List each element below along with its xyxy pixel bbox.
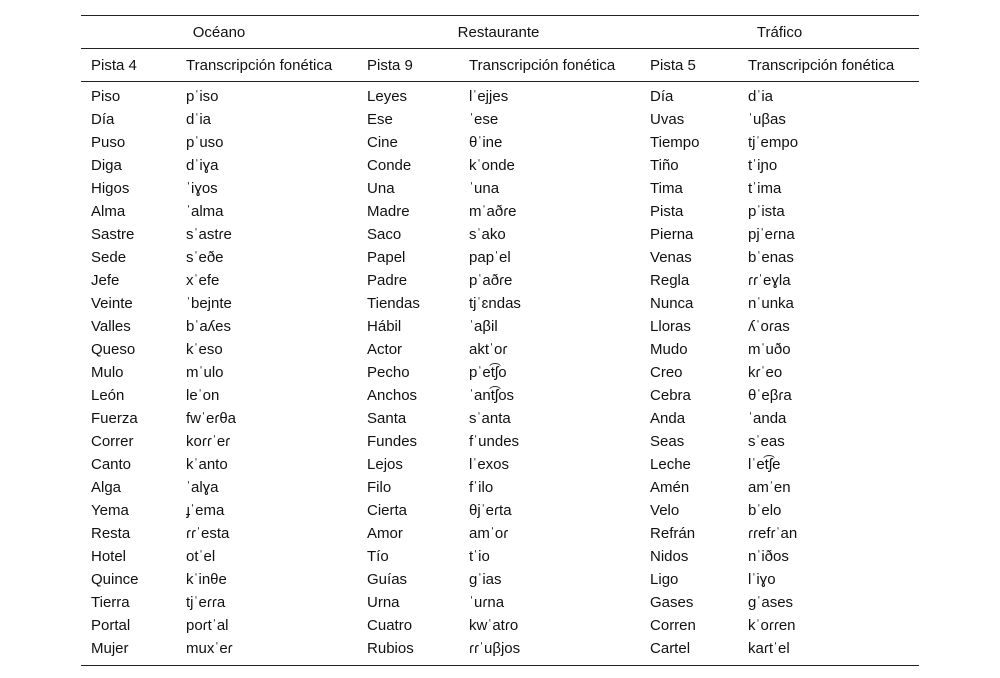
table-row [81, 223, 919, 246]
word-restaurante-cell: Anchos [367, 387, 418, 404]
word-trafico-cell: Ligo [650, 571, 679, 588]
transcription-restaurante-cell: ɡˈias [469, 571, 502, 588]
word-restaurante-cell: Cierta [367, 502, 408, 519]
word-oceano-cell: Higos [91, 180, 130, 197]
column-header-transcription-2: Transcripción fonética [459, 49, 640, 82]
transcription-restaurante-cell: lˈejjes [469, 88, 509, 105]
word-restaurante-cell: Una [367, 180, 395, 197]
word-trafico-cell: Tima [650, 180, 683, 197]
word-trafico-cell: Regla [650, 272, 690, 289]
transcription-trafico-cell: θˈeβɾa [748, 387, 792, 404]
transcription-restaurante-cell: ɾɾˈuβjos [459, 637, 640, 666]
word-restaurante-cell: Guías [367, 571, 408, 588]
transcription-trafico-cell: sˈeas [748, 433, 785, 450]
word-oceano-cell: Resta [91, 525, 131, 542]
transcription-restaurante-cell: ˈaβil [469, 318, 498, 335]
transcription-trafico-cell: dˈia [748, 88, 774, 105]
transcription-oceano-cell: kˈinθe [186, 571, 227, 588]
table-row [81, 407, 919, 430]
word-restaurante-cell: Santa [367, 410, 407, 427]
table-row [81, 614, 919, 637]
word-oceano-cell: Correr [91, 433, 134, 450]
transcription-restaurante-cell: papˈel [469, 249, 511, 266]
transcription-restaurante-cell: tˈio [469, 548, 490, 565]
transcription-oceano-cell: xˈefe [186, 272, 220, 289]
transcription-trafico-cell: ɾɾefɾˈan [748, 525, 798, 542]
transcription-restaurante-cell: pˈaðɾe [469, 272, 513, 289]
transcription-oceano-cell: ɟˈema [186, 502, 225, 519]
word-trafico-cell: Mudo [650, 341, 688, 358]
word-oceano-cell: Fuerza [91, 410, 138, 427]
transcription-trafico-cell: kˈoɾɾen [748, 617, 796, 634]
word-trafico-cell: Creo [650, 364, 683, 381]
word-oceano-cell: Sede [91, 249, 127, 266]
word-restaurante-cell: Papel [367, 249, 406, 266]
transcription-restaurante-cell: sˈanta [469, 410, 511, 427]
transcription-restaurante-cell: kwˈatɾo [469, 617, 519, 634]
transcription-oceano-cell: poɾtˈal [186, 617, 229, 634]
word-restaurante-cell: Padre [367, 272, 408, 289]
word-oceano-cell: Yema [91, 502, 129, 519]
transcription-oceano-cell: fwˈeɾθa [186, 410, 237, 427]
transcription-restaurante-cell: fˈilo [469, 479, 494, 496]
transcription-oceano-cell: ɾɾˈesta [186, 525, 230, 542]
table-row [81, 476, 919, 499]
phonetic-table-container [81, 15, 919, 666]
transcription-oceano-cell: ˈiɣos [186, 180, 218, 197]
transcription-restaurante-cell: θjˈeɾta [469, 502, 512, 519]
transcription-oceano-cell: dˈiɣa [186, 157, 219, 174]
group-header-row [81, 16, 919, 49]
table-row [81, 338, 919, 361]
word-trafico-cell: Gases [650, 594, 694, 611]
word-oceano-cell: Mujer [81, 637, 176, 666]
word-oceano-cell: Jefe [91, 272, 120, 289]
group-header-restaurante: Restaurante [357, 16, 640, 49]
word-restaurante-cell: Conde [367, 157, 412, 174]
word-restaurante-cell: Cine [367, 134, 398, 151]
table-row [81, 568, 919, 591]
transcription-restaurante-cell: ˈuɾna [469, 594, 505, 611]
transcription-restaurante-cell: lˈexos [469, 456, 510, 473]
word-trafico-cell: Amén [650, 479, 690, 496]
transcription-trafico-cell: nˈunka [748, 295, 794, 312]
word-oceano-cell: Sastre [91, 226, 135, 243]
transcription-trafico-cell: amˈen [748, 479, 791, 496]
word-trafico-cell: Cebra [650, 387, 691, 404]
word-trafico-cell: Leche [650, 456, 691, 473]
transcription-trafico-cell: tˈima [748, 180, 782, 197]
column-header-pista-9: Pista 9 [357, 49, 459, 82]
table-row [81, 453, 919, 476]
word-oceano-cell: Veinte [91, 295, 133, 312]
transcription-restaurante-cell: mˈaðɾe [469, 203, 517, 220]
column-header-row [81, 49, 919, 82]
word-restaurante-cell: Amor [367, 525, 403, 542]
word-restaurante-cell: Pecho [367, 364, 410, 381]
transcription-trafico-cell: bˈelo [748, 502, 782, 519]
transcription-trafico-cell: kɾˈeo [748, 364, 783, 381]
table-row [81, 384, 919, 407]
word-oceano-cell: Tierra [91, 594, 130, 611]
transcription-restaurante-cell: θˈine [469, 134, 503, 151]
word-trafico-cell: Lloras [650, 318, 691, 335]
transcription-restaurante-cell: aktˈoɾ [469, 341, 508, 358]
table-row [81, 108, 919, 131]
word-oceano-cell: Alga [91, 479, 122, 496]
table-row [81, 82, 919, 109]
table-row [81, 269, 919, 292]
phonetic-transcription-table [81, 15, 919, 666]
word-restaurante-cell: Cuatro [367, 617, 413, 634]
transcription-oceano-cell: dˈia [186, 111, 212, 128]
table-row [81, 522, 919, 545]
table-row [81, 315, 919, 338]
transcription-trafico-cell: bˈenas [748, 249, 794, 266]
transcription-trafico-cell: lˈiɣo [748, 571, 776, 588]
word-oceano-cell: Día [91, 111, 115, 128]
word-oceano-cell: Valles [91, 318, 131, 335]
word-oceano-cell: Hotel [91, 548, 127, 565]
word-restaurante-cell: Filo [367, 479, 392, 496]
word-restaurante-cell: Saco [367, 226, 402, 243]
word-restaurante-cell: Madre [367, 203, 410, 220]
word-trafico-cell: Pierna [650, 226, 694, 243]
transcription-oceano-cell: otˈel [186, 548, 216, 565]
table-row [81, 246, 919, 269]
table-row [81, 499, 919, 522]
transcription-restaurante-cell: amˈoɾ [469, 525, 509, 542]
table-row [81, 177, 919, 200]
word-trafico-cell: Día [650, 88, 674, 105]
transcription-oceano-cell: sˈastɾe [186, 226, 232, 243]
group-header-trafico: Tráfico [640, 16, 919, 49]
word-trafico-cell: Tiño [650, 157, 679, 174]
word-restaurante-cell: Hábil [367, 318, 402, 335]
word-oceano-cell: Diga [91, 157, 122, 174]
word-trafico-cell: Refrán [650, 525, 696, 542]
word-oceano-cell: Canto [91, 456, 132, 473]
transcription-trafico-cell: tˈiɲo [748, 157, 778, 174]
column-header-pista-4: Pista 4 [81, 49, 176, 82]
transcription-oceano-cell: ˈbejnte [186, 295, 232, 312]
table-row [81, 200, 919, 223]
word-oceano-cell: Puso [91, 134, 126, 151]
word-trafico-cell: Anda [650, 410, 686, 427]
transcription-oceano-cell: muxˈeɾ [176, 637, 357, 666]
transcription-trafico-cell: ɾɾˈeɣla [748, 272, 791, 289]
transcription-oceano-cell: leˈon [186, 387, 220, 404]
transcription-oceano-cell: bˈaʎes [186, 318, 232, 335]
word-trafico-cell: Tiempo [650, 134, 700, 151]
transcription-restaurante-cell: fˈundes [469, 433, 520, 450]
transcription-trafico-cell: ɡˈases [748, 594, 794, 611]
transcription-oceano-cell: pˈiso [186, 88, 219, 105]
transcription-restaurante-cell: ˈuna [469, 180, 500, 197]
table-row [81, 591, 919, 614]
column-header-pista-5: Pista 5 [640, 49, 738, 82]
transcription-trafico-cell: pˈista [748, 203, 785, 220]
table-row [81, 637, 919, 666]
word-restaurante-cell: Fundes [367, 433, 418, 450]
transcription-trafico-cell: lˈet͡ʃe [748, 456, 781, 473]
table-row [81, 292, 919, 315]
word-restaurante-cell: Tío [367, 548, 389, 565]
word-restaurante-cell: Rubios [357, 637, 459, 666]
table-row [81, 154, 919, 177]
word-trafico-cell: Corren [650, 617, 696, 634]
table-row [81, 131, 919, 154]
word-trafico-cell: Pista [650, 203, 684, 220]
transcription-restaurante-cell: kˈonde [469, 157, 515, 174]
word-trafico-cell: Velo [650, 502, 680, 519]
word-oceano-cell: Quince [91, 571, 139, 588]
transcription-oceano-cell: ˈalɣa [186, 479, 219, 496]
transcription-trafico-cell: ˈanda [748, 410, 787, 427]
transcription-restaurante-cell: tjˈɛndas [469, 295, 521, 312]
word-trafico-cell: Seas [650, 433, 685, 450]
transcription-oceano-cell: ˈalma [186, 203, 224, 220]
word-restaurante-cell: Actor [367, 341, 403, 358]
transcription-restaurante-cell: pˈet͡ʃo [469, 364, 507, 381]
table-row [81, 361, 919, 384]
column-header-transcription-1: Transcripción fonética [176, 49, 357, 82]
transcription-restaurante-cell: ˈant͡ʃos [469, 387, 515, 404]
group-header-oceano: Océano [81, 16, 357, 49]
word-oceano-cell: Portal [91, 617, 131, 634]
word-oceano-cell: León [91, 387, 125, 404]
transcription-oceano-cell: koɾɾˈeɾ [186, 433, 231, 450]
word-trafico-cell: Nidos [650, 548, 689, 565]
transcription-trafico-cell: tjˈempo [748, 134, 799, 151]
word-restaurante-cell: Lejos [367, 456, 403, 473]
word-oceano-cell: Piso [91, 88, 121, 105]
table-row [81, 545, 919, 568]
column-header-transcription-3: Transcripción fonética [738, 49, 919, 82]
transcription-trafico-cell: ˈuβas [748, 111, 786, 128]
word-trafico-cell: Venas [650, 249, 692, 266]
transcription-trafico-cell: mˈuðo [748, 341, 791, 358]
transcription-trafico-cell: ʎˈoɾas [748, 318, 790, 335]
word-trafico-cell: Uvas [650, 111, 685, 128]
transcription-oceano-cell: mˈulo [186, 364, 224, 381]
transcription-trafico-cell: pjˈeɾna [748, 226, 795, 243]
transcription-oceano-cell: pˈuso [186, 134, 224, 151]
word-restaurante-cell: Leyes [367, 88, 408, 105]
transcription-oceano-cell: kˈeso [186, 341, 223, 358]
word-oceano-cell: Mulo [91, 364, 124, 381]
transcription-restaurante-cell: sˈako [469, 226, 506, 243]
word-oceano-cell: Alma [91, 203, 126, 220]
transcription-oceano-cell: kˈanto [186, 456, 228, 473]
word-restaurante-cell: Ese [367, 111, 393, 128]
transcription-oceano-cell: tjˈeɾɾa [186, 594, 226, 611]
transcription-trafico-cell: nˈiðos [748, 548, 789, 565]
word-restaurante-cell: Tiendas [367, 295, 420, 312]
word-trafico-cell: Cartel [640, 637, 738, 666]
transcription-restaurante-cell: ˈese [469, 111, 499, 128]
transcription-trafico-cell: kaɾtˈel [738, 637, 919, 666]
word-oceano-cell: Queso [91, 341, 136, 358]
table-body [81, 82, 919, 666]
word-restaurante-cell: Urna [367, 594, 400, 611]
word-trafico-cell: Nunca [650, 295, 694, 312]
table-row [81, 430, 919, 453]
transcription-oceano-cell: sˈeðe [186, 249, 224, 266]
